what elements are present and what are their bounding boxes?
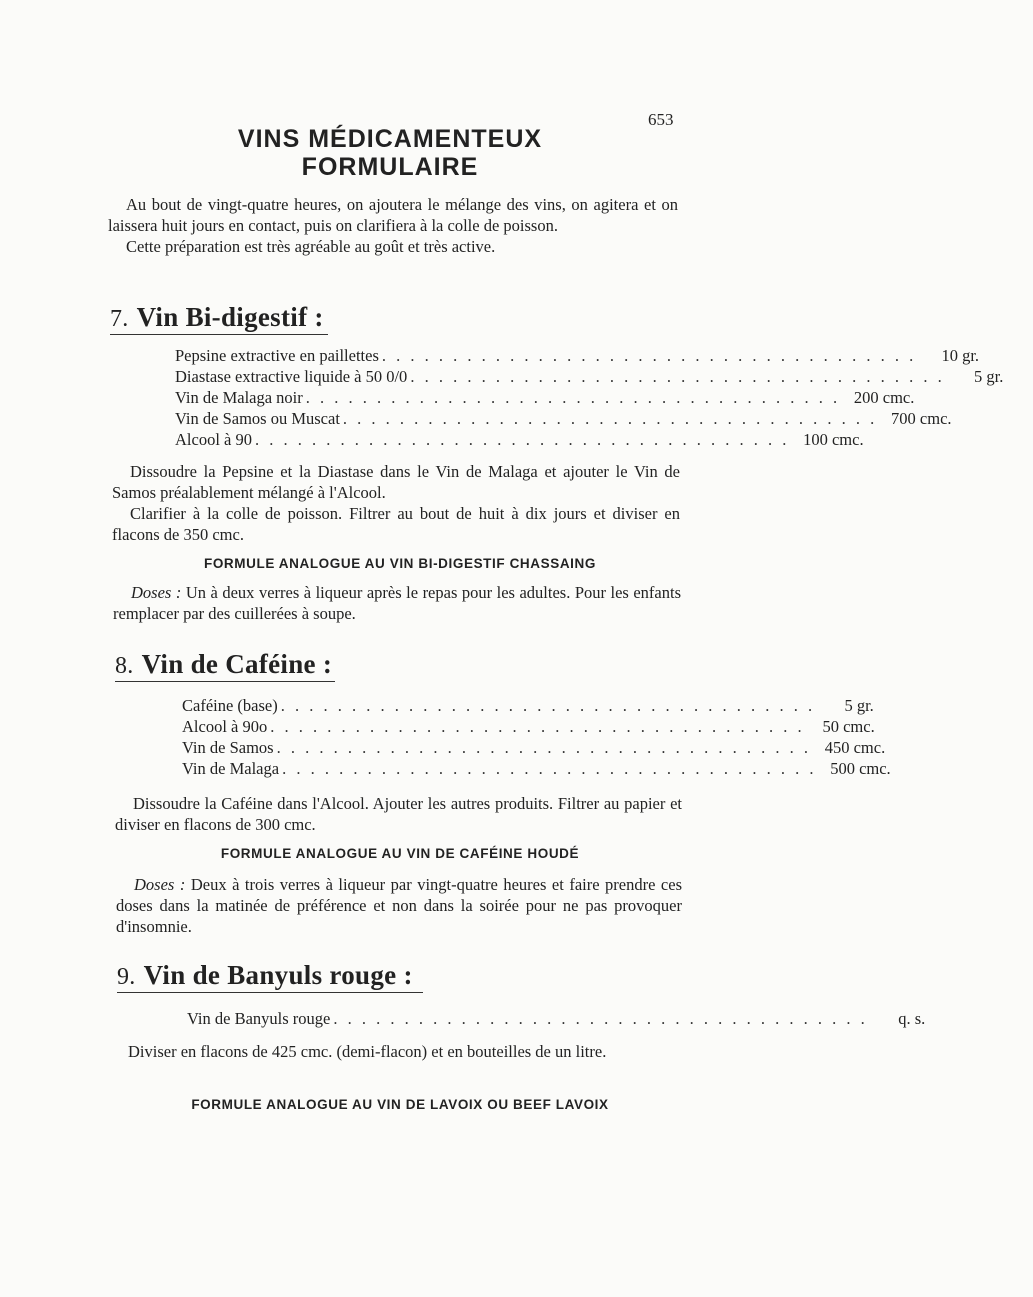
ingredient-name: Pepsine extractive en paillettes — [175, 346, 379, 365]
ingredient-qty: 5 gr. — [844, 696, 874, 715]
section-number: 7. — [110, 306, 129, 332]
ingredient-qty: 100 cmc. — [803, 430, 864, 449]
ingredient-name: Vin de Malaga — [182, 759, 280, 778]
ingredient-row: Pepsine extractive en paillettes . . . . . . . . . . . . . . . . . . . . . . . . . . . . . . . . . . . . . . 10 gr. — [175, 346, 635, 367]
ingredient-qty: 50 cmc. — [822, 717, 875, 736]
page-number: 653 — [648, 110, 674, 129]
section-title: Vin Bi-digestif : — [136, 302, 324, 332]
analogue-formula-heading: FORMULE ANALOGUE AU VIN BI-DIGESTIF CHASSAING — [203, 556, 596, 571]
ingredient-qty: q. s. — [898, 1009, 926, 1028]
ingredient-name: Vin de Samos — [182, 738, 274, 757]
section-title: Vin de Caféine : — [141, 649, 333, 679]
ingredient-name: Diastase extractive liquide à 50 0/0 — [175, 367, 408, 386]
intro-paragraph-1: Au bout de vingt-quatre heures, on ajoutera le mélange des vins, on agitera et on laissera huit jours en contact, puis on clarifiera à la colle de poisson. — [108, 195, 678, 235]
instruction-paragraph: Diviser en flacons de 425 cmc. (demi-flacon) et en bouteilles de un litre. — [128, 1042, 607, 1061]
section-number: 9. — [117, 964, 136, 990]
doses-label: Doses : — [131, 583, 182, 602]
analogue-formula-heading: FORMULE ANALOGUE AU VIN DE CAFÉINE HOUDÉ — [220, 846, 580, 861]
section-7-heading — [110, 302, 328, 335]
section-7-instructions — [112, 461, 680, 545]
section-number: 8. — [115, 653, 134, 679]
ingredient-row: Alcool à 90o . . . . . . . . . . . . . . . . . . . . . . . . . . . . . . . . . . . . . . 50 cmc. — [182, 717, 642, 738]
section-title: Vin de Banyuls rouge : — [143, 960, 413, 990]
ingredient-name: Vin de Samos ou Muscat — [175, 409, 340, 428]
ingredient-name: Caféine (base) — [182, 696, 278, 715]
ingredient-list — [182, 696, 891, 780]
section-8-heading — [115, 649, 335, 682]
doses-text: Un à deux verres à liqueur après le repas pour les adultes. Pour les enfants remplacer par des cuillerées à soupe. — [113, 583, 682, 623]
ingredient-qty: 10 gr. — [941, 346, 980, 365]
ingredient-row: Alcool à 90 . . . . . . . . . . . . . . . . . . . . . . . . . . . . . . . . . . . . . . 100 cmc. — [175, 430, 635, 451]
section-9-instructions — [110, 1041, 688, 1062]
ingredient-row: Vin de Malaga noir . . . . . . . . . . . . . . . . . . . . . . . . . . . . . . . . . . . . . . 200 cmc. — [175, 388, 635, 409]
ingredient-list — [175, 346, 1004, 451]
instruction-paragraph: Dissoudre la Pepsine et la Diastase dans le Vin de Malaga et ajouter le Vin de Samos préalablement mélangé à l'Alcool. — [112, 462, 680, 502]
ingredient-row: Caféine (base) . . . . . . . . . . . . . . . . . . . . . . . . . . . . . . . . . . . . . . 5 gr. — [182, 696, 642, 717]
ingredient-qty: 700 cmc. — [891, 409, 952, 428]
analogue-formula-heading: FORMULE ANALOGUE AU VIN DE LAVOIX OU BEEF LAVOIX — [191, 1097, 609, 1112]
page-subtitle: FORMULAIRE — [301, 153, 479, 181]
intro-paragraph-2: Cette préparation est très agréable au goût et très active. — [126, 237, 496, 256]
page-title: VINS MÉDICAMENTEUX — [237, 125, 543, 153]
ingredient-row: Vin de Malaga . . . . . . . . . . . . . . . . . . . . . . . . . . . . . . . . . . . . . . 500 cmc. — [182, 759, 642, 780]
section-9-heading — [117, 960, 423, 993]
ingredient-qty: 500 cmc. — [830, 759, 891, 778]
ingredient-qty: 200 cmc. — [853, 388, 915, 407]
ingredient-name: Alcool à 90 — [175, 430, 252, 449]
section-8-instructions — [115, 793, 682, 835]
ingredient-row: Vin de Samos ou Muscat . . . . . . . . . . . . . . . . . . . . . . . . . . . . . . . . . . . . . . 700 cmc. — [175, 409, 635, 430]
intro-text — [108, 194, 678, 257]
section-7-doses — [113, 582, 681, 624]
section-8-doses — [116, 874, 682, 937]
doses-label: Doses : — [134, 875, 186, 894]
ingredient-name: Vin de Malaga noir — [175, 388, 303, 407]
ingredient-qty: 450 cmc. — [824, 738, 886, 757]
ingredient-qty: 5 gr. — [974, 367, 1004, 386]
instruction-paragraph: Clarifier à la colle de poisson. Filtrer au bout de huit à dix jours et diviser en flacons de 350 cmc. — [112, 504, 680, 544]
ingredient-name: Alcool à 90o — [182, 717, 268, 736]
instruction-paragraph: Dissoudre la Caféine dans l'Alcool. Ajouter les autres produits. Filtrer au papier et diviser en flacons de 300 cmc. — [115, 794, 682, 834]
ingredient-row: Vin de Banyuls rouge . . . . . . . . . . . . . . . . . . . . . . . . . . . . . . . . . . . . . . q. s. — [187, 1009, 637, 1030]
ingredient-row: Diastase extractive liquide à 50 0/0 . . . . . . . . . . . . . . . . . . . . . . . . . . . . . . . . . . . . . . 5 gr. — [175, 367, 635, 388]
ingredient-row: Vin de Samos . . . . . . . . . . . . . . . . . . . . . . . . . . . . . . . . . . . . . . 450 cmc. — [182, 738, 642, 759]
doses-text: Deux à trois verres à liqueur par vingt-quatre heures et faire prendre ces doses dans la matinée de préférence et non dans la soirée pour ne pas provoquer d'insomnie. — [116, 875, 683, 936]
ingredient-name: Vin de Banyuls rouge — [187, 1009, 331, 1028]
ingredient-list — [187, 1009, 926, 1030]
